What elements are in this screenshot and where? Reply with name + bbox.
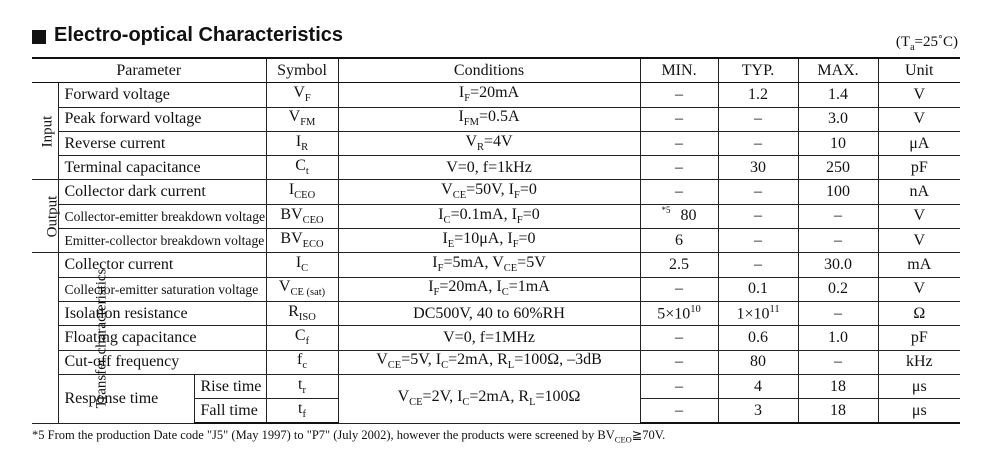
table-row: [32, 83, 960, 107]
unit-cell: nA: [878, 180, 960, 204]
conditions-cell: V=0, f=1kHz: [338, 156, 640, 180]
table-row: [32, 374, 960, 398]
min-cell: $^{*5}$ 80: [640, 204, 718, 228]
group-label-text: Output: [44, 196, 61, 238]
min-cell: –: [640, 180, 718, 204]
typ-cell: 3: [718, 399, 798, 424]
max-cell: –: [798, 229, 878, 253]
typ-cell: 0.1: [718, 277, 798, 301]
symbol-cell: $BV_{ECO}$: [266, 229, 338, 253]
parameter-cell: Floating capacitance: [58, 326, 266, 350]
min-cell: –: [640, 156, 718, 180]
symbol-cell: $V_{FM}$: [266, 107, 338, 131]
table-row: [32, 301, 960, 325]
min-cell: $5\times 10^{10}$: [640, 301, 718, 325]
max-cell: 10: [798, 131, 878, 155]
symbol-cell: $I_R$: [266, 131, 338, 155]
table-row: [32, 180, 960, 204]
conditions-cell: $I_{FM}=0.5A$: [338, 107, 640, 131]
symbol-cell: $t_f$: [266, 399, 338, 424]
unit-cell: Ω: [878, 301, 960, 325]
parameter-cell: Forward voltage: [58, 83, 266, 107]
min-cell: –: [640, 107, 718, 131]
conditions-cell: $I_C=0.1mA$, $I_F=0$: [338, 204, 640, 228]
group-label-input: [32, 83, 58, 180]
unit-cell: μs: [878, 399, 960, 424]
parameter-cell: Reverse current: [58, 131, 266, 155]
max-cell: 250: [798, 156, 878, 180]
unit-cell: V: [878, 107, 960, 131]
table-row: [32, 204, 960, 228]
parameter-cell: Isolation resistance: [58, 301, 266, 325]
conditions-cell: $V_{CE}=50V$, $I_F=0$: [338, 180, 640, 204]
sub-parameter-cell: Fall time: [194, 399, 266, 424]
max-cell: 0.2: [798, 277, 878, 301]
symbol-cell: $C_f$: [266, 326, 338, 350]
min-cell: –: [640, 326, 718, 350]
header-typ: TYP.: [718, 58, 798, 83]
unit-cell: μs: [878, 374, 960, 398]
unit-cell: μA: [878, 131, 960, 155]
unit-cell: mA: [878, 253, 960, 277]
conditions-cell: $V_{CE}=5V$, $I_C=2mA$, $R_L=100\Omega$, –3dB: [338, 350, 640, 374]
symbol-cell: $I_{CEO}$: [266, 180, 338, 204]
header-row: [32, 58, 960, 83]
symbol-cell: $I_C$: [266, 253, 338, 277]
table-row: [32, 131, 960, 155]
min-cell: –: [640, 131, 718, 155]
table-row: [32, 229, 960, 253]
min-cell: 6: [640, 229, 718, 253]
max-cell: 18: [798, 399, 878, 424]
symbol-cell: $t_r$: [266, 374, 338, 398]
typ-cell: –: [718, 253, 798, 277]
unit-cell: pF: [878, 156, 960, 180]
header-max: MAX.: [798, 58, 878, 83]
min-cell: –: [640, 83, 718, 107]
group-label-text: Transfer characteristics: [93, 268, 110, 409]
header-parameter: Parameter: [32, 58, 266, 83]
parameter-cell: Collector dark current: [58, 180, 266, 204]
table-row: [32, 107, 960, 131]
parameter-cell: Emitter-collector breakdown voltage: [58, 229, 266, 253]
bullet-square-icon: [32, 30, 46, 44]
section-title: Electro-optical Characteristics: [54, 24, 343, 46]
min-cell: –: [640, 374, 718, 398]
unit-cell: pF: [878, 326, 960, 350]
max-cell: –: [798, 350, 878, 374]
max-cell: 18: [798, 374, 878, 398]
min-cell: –: [640, 399, 718, 424]
header-symbol: Symbol: [266, 58, 338, 83]
symbol-cell: $V_{CE (sat)}$: [266, 277, 338, 301]
table-row: [32, 253, 960, 277]
parameter-cell: Response time: [58, 374, 194, 423]
group-label-output: [32, 180, 61, 253]
symbol-cell: $f_c$: [266, 350, 338, 374]
typ-cell: $1\times 10^{11}$: [718, 301, 798, 325]
conditions-cell: $I_F=20mA$: [338, 83, 640, 107]
max-cell: 1.4: [798, 83, 878, 107]
table-row: [32, 277, 960, 301]
characteristics-table: [32, 57, 960, 424]
typ-cell: –: [718, 204, 798, 228]
header-min: MIN.: [640, 58, 718, 83]
max-cell: –: [798, 204, 878, 228]
conditions-cell: $I_F=20mA$, $I_C=1mA$: [338, 277, 640, 301]
parameter-cell: Peak forward voltage: [58, 107, 266, 131]
max-cell: 1.0: [798, 326, 878, 350]
parameter-cell: Collector-emitter breakdown voltage: [58, 204, 266, 228]
unit-cell: V: [878, 229, 960, 253]
conditions-cell: $I_E=10\mu A$, $I_F=0$: [338, 229, 640, 253]
unit-cell: V: [878, 204, 960, 228]
max-cell: –: [798, 301, 878, 325]
min-cell: 2.5: [640, 253, 718, 277]
max-cell: 3.0: [798, 107, 878, 131]
parameter-cell: Cut-off frequency: [58, 350, 266, 374]
table-row: [32, 156, 960, 180]
symbol-cell: $V_F$: [266, 83, 338, 107]
parameter-cell: Terminal capacitance: [58, 156, 266, 180]
conditions-cell: V=0, f=1MHz: [338, 326, 640, 350]
typ-cell: 0.6: [718, 326, 798, 350]
conditions-cell: DC500V, 40 to 60%RH: [338, 301, 640, 325]
max-cell: 30.0: [798, 253, 878, 277]
conditions-cell: $V_{CE}=2V$, $I_C=2mA$, $R_L=100\Omega$: [338, 374, 640, 423]
section-header: [32, 22, 962, 54]
symbol-cell: $BV_{CEO}$: [266, 204, 338, 228]
typ-cell: 1.2: [718, 83, 798, 107]
conditions-cell: $I_F=5mA$, $V_{CE}=5V$: [338, 253, 640, 277]
typ-cell: –: [718, 107, 798, 131]
table-row: [32, 350, 960, 374]
typ-cell: –: [718, 180, 798, 204]
typ-cell: 30: [718, 156, 798, 180]
unit-cell: V: [878, 83, 960, 107]
parameter-cell: Collector-emitter saturation voltage: [58, 277, 266, 301]
unit-cell: V: [878, 277, 960, 301]
typ-cell: 4: [718, 374, 798, 398]
header-conditions: Conditions: [338, 58, 640, 83]
symbol-cell: $C_t$: [266, 156, 338, 180]
sub-parameter-cell: Rise time: [194, 374, 266, 398]
conditions-cell: $V_R=4V$: [338, 131, 640, 155]
symbol-cell: $R_{ISO}$: [266, 301, 338, 325]
parameter-cell: Collector current: [58, 253, 266, 277]
table-row: [32, 326, 960, 350]
group-label-transfer: [32, 253, 110, 424]
typ-cell: –: [718, 229, 798, 253]
typ-cell: 80: [718, 350, 798, 374]
ambient-temperature-note: $(T_a=25˚C)$: [895, 34, 958, 53]
footnote: *5 From the production Date code "J5" (May 1997) to "P7" (July 2002), however the products were screened by $BV_{CEO}≧70V$.: [32, 428, 666, 445]
group-label-text: Input: [39, 116, 56, 148]
max-cell: 100: [798, 180, 878, 204]
min-cell: –: [640, 350, 718, 374]
unit-cell: kHz: [878, 350, 960, 374]
min-cell: –: [640, 277, 718, 301]
header-unit: Unit: [878, 58, 960, 83]
typ-cell: –: [718, 131, 798, 155]
